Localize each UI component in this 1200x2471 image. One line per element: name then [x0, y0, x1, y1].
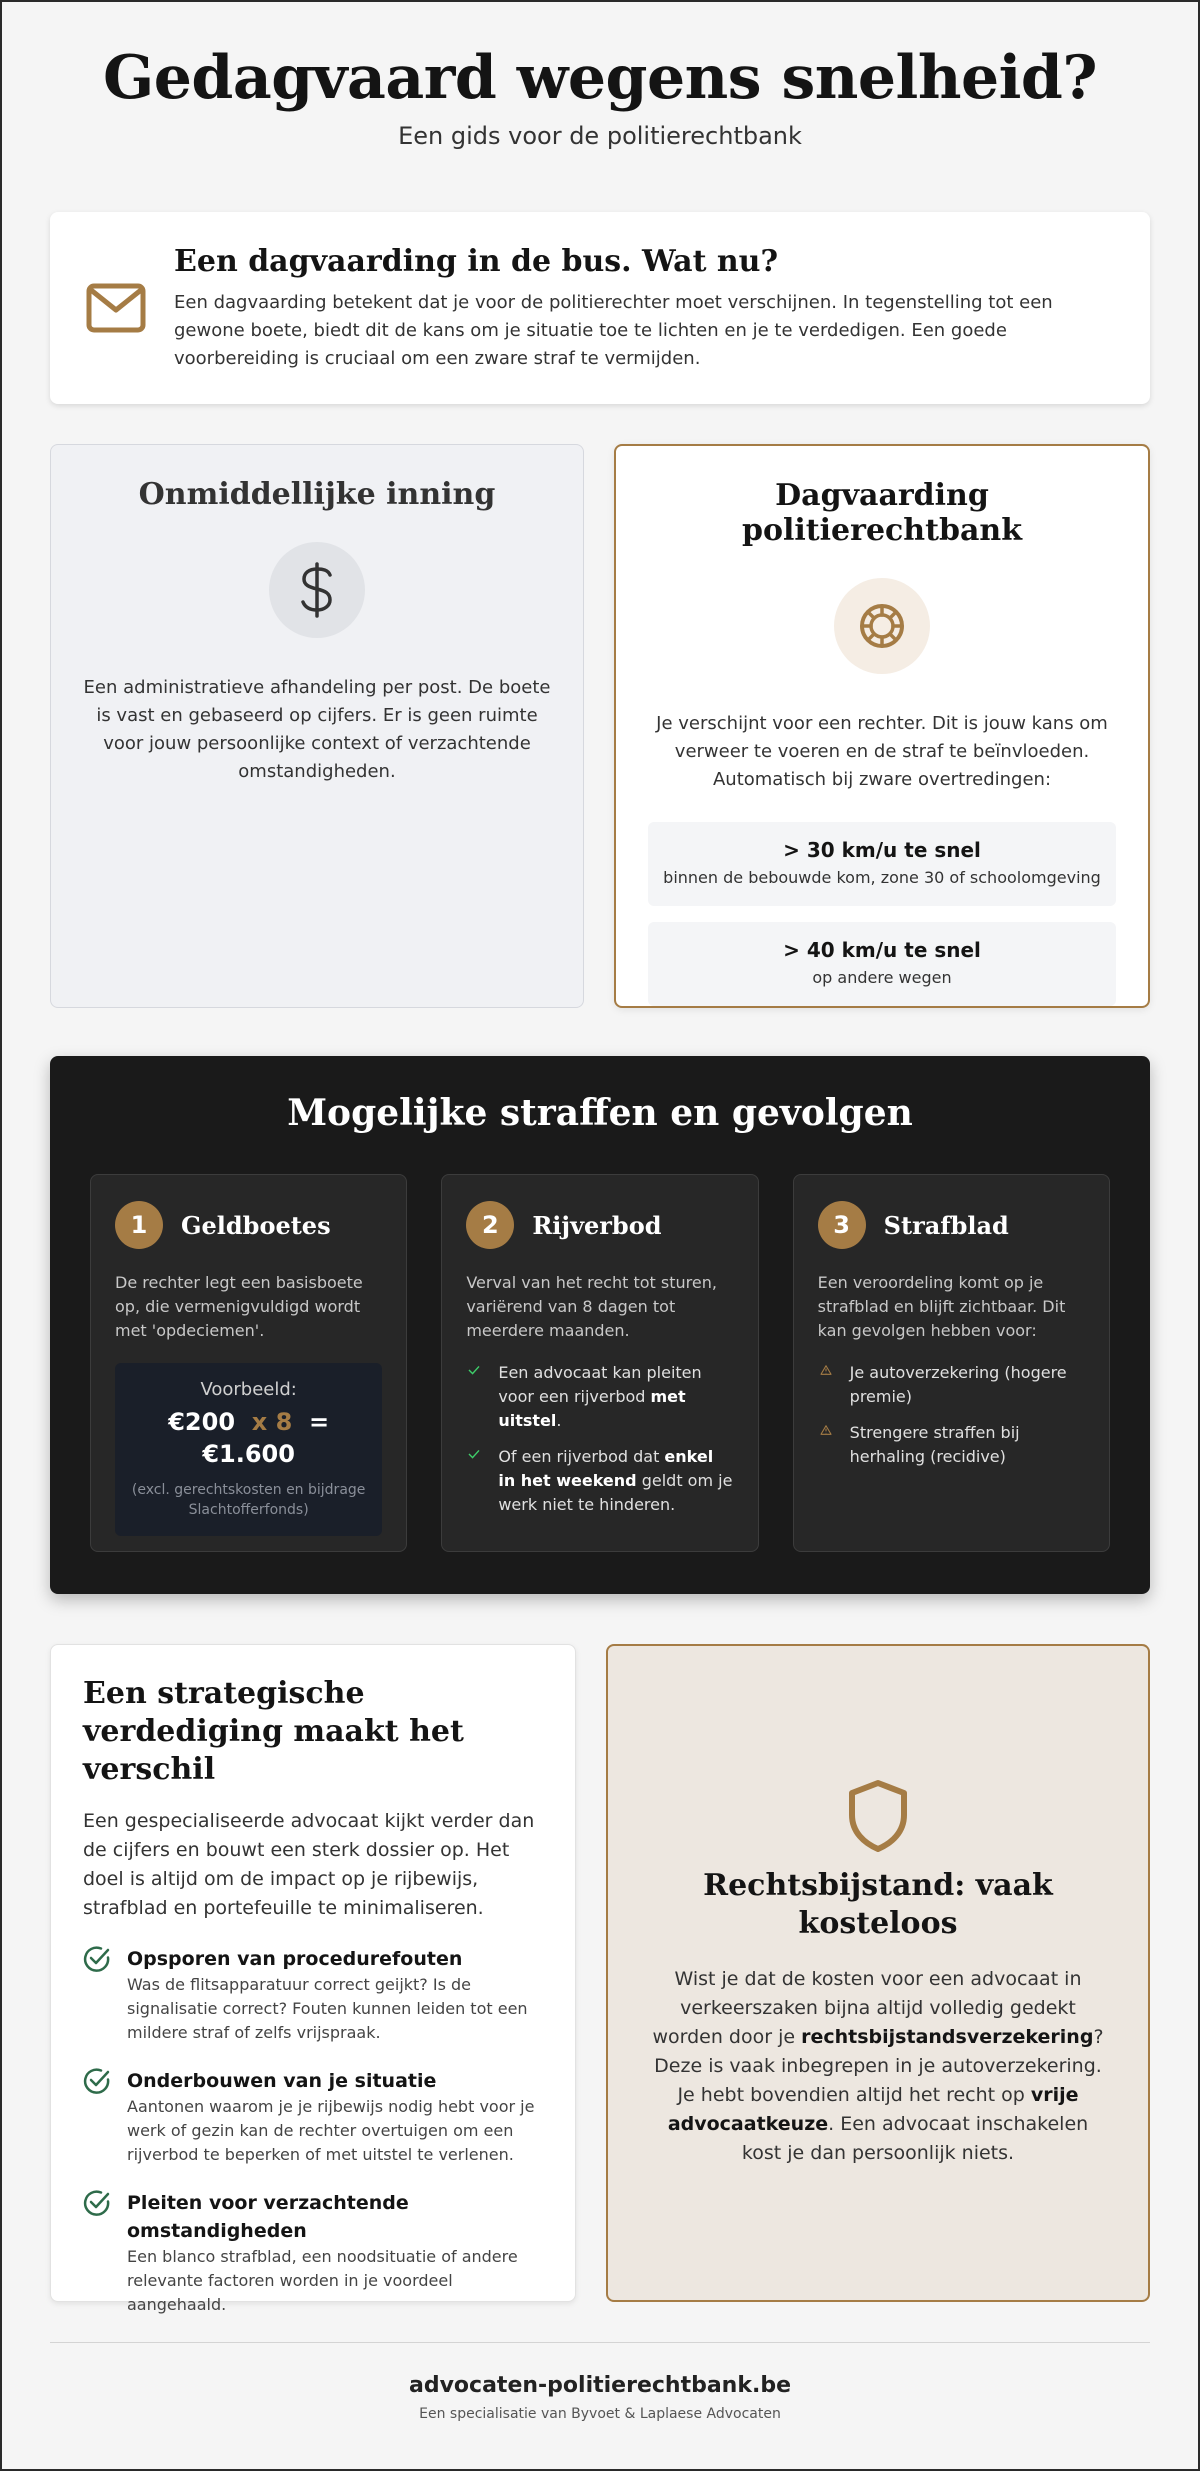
step-number: 3	[818, 1201, 866, 1249]
legal-text-2: ? Deze is vaak inbegrepen in je autoverzekering. Je hebt bovendien altijd het recht op	[654, 2025, 1104, 2106]
penalties-title: Mogelijke straffen en gevolgen	[287, 1092, 913, 1134]
hero-header	[50, 2, 1150, 150]
strategy-item-title: Opsporen van procedurefouten	[127, 1948, 463, 1970]
fine-example	[115, 1363, 382, 1536]
summons-card	[614, 444, 1150, 1008]
strategy-item-title: Onderbouwen van je situatie	[127, 2070, 437, 2092]
immediate-collection-card	[50, 444, 584, 1008]
item-bold: met uitstel	[498, 1387, 686, 1430]
legal-text-1: Wist je dat de kosten voor een advocaat in verkeerszaken bijna altijd volledig gedekt worden door je	[652, 1967, 1082, 2048]
speed-rule-other-desc: op andere wegen	[812, 968, 952, 987]
wheel-icon	[834, 578, 930, 674]
item-text-end: .	[556, 1411, 562, 1430]
item-bold: enkel in het weekend	[498, 1447, 714, 1490]
immediate-collection-text: Een administratieve afhandeling per post. De boete is vast en gebaseerd op cijfers. Er is geen ruimte voor jouw persoonlijke context of verzachtende omstandigheden.	[83, 677, 551, 782]
legal-text-3: . Een advocaat inschakelen kost je dan persoonlijk niets.	[741, 2112, 1089, 2164]
fine-calculation	[125, 1406, 372, 1470]
intro-text: Een dagvaarding betekent dat je voor de politierechter moet verschijnen. In tegenstelling tot een gewone boete, biedt dit de kans om je situatie toe te lichten en je te verdedigen. Een goede voorbereiding is cruciaal om een zware straf te vermijden.	[174, 291, 1053, 369]
strategy-title: Een strategische verdediging maakt het verschil	[83, 1676, 464, 1787]
page-subtitle: Een gids voor de politierechtbank	[398, 122, 802, 150]
legal-bold-insurance: rechtsbijstandsverzekering	[801, 2025, 1094, 2048]
mail-icon	[86, 283, 146, 333]
strategy-item	[83, 2189, 543, 2317]
speed-rule-urban	[648, 822, 1116, 906]
strategy-item-text: Was de flitsapparatuur correct geijkt? Is de signalisatie correct? Fouten kunnen leiden tot een mildere straf of zelfs vrijspraak.	[127, 1975, 528, 2042]
speed-rule-other-title: > 40 km/u te snel	[783, 938, 981, 962]
speed-rule-urban-desc: binnen de bebouwde kom, zone 30 of schoolomgeving	[663, 868, 1101, 887]
penalty-desc: De rechter legt een basisboete op, die vermenigvuldigd wordt met 'opdeciemen'.	[115, 1273, 363, 1340]
strategy-card	[50, 1644, 576, 2314]
penalty-card-fines	[90, 1174, 407, 1552]
penalty-card-driving-ban	[441, 1174, 758, 1552]
fine-equals: =	[309, 1408, 330, 1436]
warning-icon	[818, 1421, 834, 1435]
penalties-section	[50, 1056, 1150, 1594]
legal-aid-text	[648, 1965, 1108, 2168]
comparison-section	[50, 444, 1150, 1008]
legal-aid-title: Rechtsbijstand: vaak kosteloos	[703, 1867, 1053, 1941]
strategy-item	[83, 1945, 543, 2045]
immediate-collection-title: Onmiddellijke inning	[138, 477, 496, 512]
list-item	[466, 1445, 733, 1517]
step-number: 2	[466, 1201, 514, 1249]
penalty-desc: Een veroordeling komt op je strafblad en blijft zichtbaar. Dit kan gevolgen hebben voor:	[817, 1273, 1066, 1340]
legal-aid-card	[606, 1644, 1150, 2302]
shield-icon	[846, 1779, 910, 1853]
strategy-item-text: Een blanco strafblad, een noodsituatie of andere relevante factoren worden in je voordeel aangehaald.	[127, 2247, 518, 2314]
check-icon	[466, 1361, 482, 1375]
fine-note: (excl. gerechtskosten en bijdrage Slachtofferfonds)	[131, 1482, 366, 1518]
footer-site-link[interactable]: advocaten-politierechtbank.be	[409, 2373, 791, 2398]
speed-rule-other	[648, 922, 1116, 1006]
fine-example-label: Voorbeeld:	[200, 1379, 297, 1400]
speed-rule-urban-title: > 30 km/u te snel	[783, 838, 981, 862]
item-text: Een advocaat kan pleiten voor een rijverbod	[498, 1363, 702, 1406]
penalty-title: Rijverbod	[532, 1210, 662, 1240]
item-text-end: geldt om je werk niet te hinderen.	[498, 1471, 733, 1514]
strategy-lead: Een gespecialiseerde advocaat kijkt verder dan de cijfers en bouwt een sterk dossier op. Het doel is altijd om de impact op je rijbewijs, strafblad en portefeuille te minimaliseren.	[83, 1810, 535, 1919]
summons-text: Je verschijnt voor een rechter. Dit is jouw kans om verweer te voeren en de straf te beïnvloeden. Automatisch bij zware overtredingen:	[656, 713, 1108, 790]
item-text: Of een rijverbod dat	[498, 1447, 665, 1466]
strategy-item-text: Aantonen waarom je je rijbewijs nodig hebt voor je werk of gezin kan de rechter overtuigen om een rijverbod te beperken of met uitstel te verlenen.	[127, 2097, 535, 2164]
penalty-title: Strafblad	[883, 1210, 1009, 1240]
strategy-item-title: Pleiten voor verzachtende omstandigheden	[127, 2192, 409, 2242]
intro-title: Een dagvaarding in de bus. Wat nu?	[174, 243, 779, 279]
step-number: 1	[115, 1201, 163, 1249]
check-circle-icon	[83, 2189, 111, 2217]
fine-result: €1.600	[202, 1440, 295, 1468]
page-title: Gedagvaard wegens snelheid?	[102, 43, 1098, 113]
intro-card	[50, 212, 1150, 404]
list-item	[466, 1361, 733, 1433]
dollar-icon	[269, 542, 365, 638]
penalty-title: Geldboetes	[181, 1210, 331, 1240]
footer-byline: Een specialisatie van Byvoet & Laplaese Advocaten	[419, 2406, 781, 2422]
item-text: Je autoverzekering (hogere premie)	[849, 1363, 1067, 1406]
warning-icon	[818, 1361, 834, 1375]
list-item	[818, 1361, 1085, 1409]
fine-multiplier: x 8	[251, 1408, 293, 1436]
summons-title: Dagvaarding politierechtbank	[742, 478, 1022, 548]
penalty-card-criminal-record	[793, 1174, 1110, 1552]
penalty-desc: Verval van het recht tot sturen, variërend van 8 dagen tot meerdere maanden.	[466, 1273, 717, 1340]
check-circle-icon	[83, 1945, 111, 1973]
item-text: Strengere straffen bij herhaling (recidive)	[849, 1423, 1020, 1466]
strategy-item	[83, 2067, 543, 2167]
list-item	[818, 1421, 1085, 1469]
fine-base: €200	[168, 1408, 236, 1436]
legal-bold-choice: vrije advocaatkeuze	[667, 2083, 1079, 2135]
check-circle-icon	[83, 2067, 111, 2095]
bottom-section	[50, 1644, 1150, 2314]
footer	[50, 2342, 1150, 2422]
check-icon	[466, 1445, 482, 1459]
